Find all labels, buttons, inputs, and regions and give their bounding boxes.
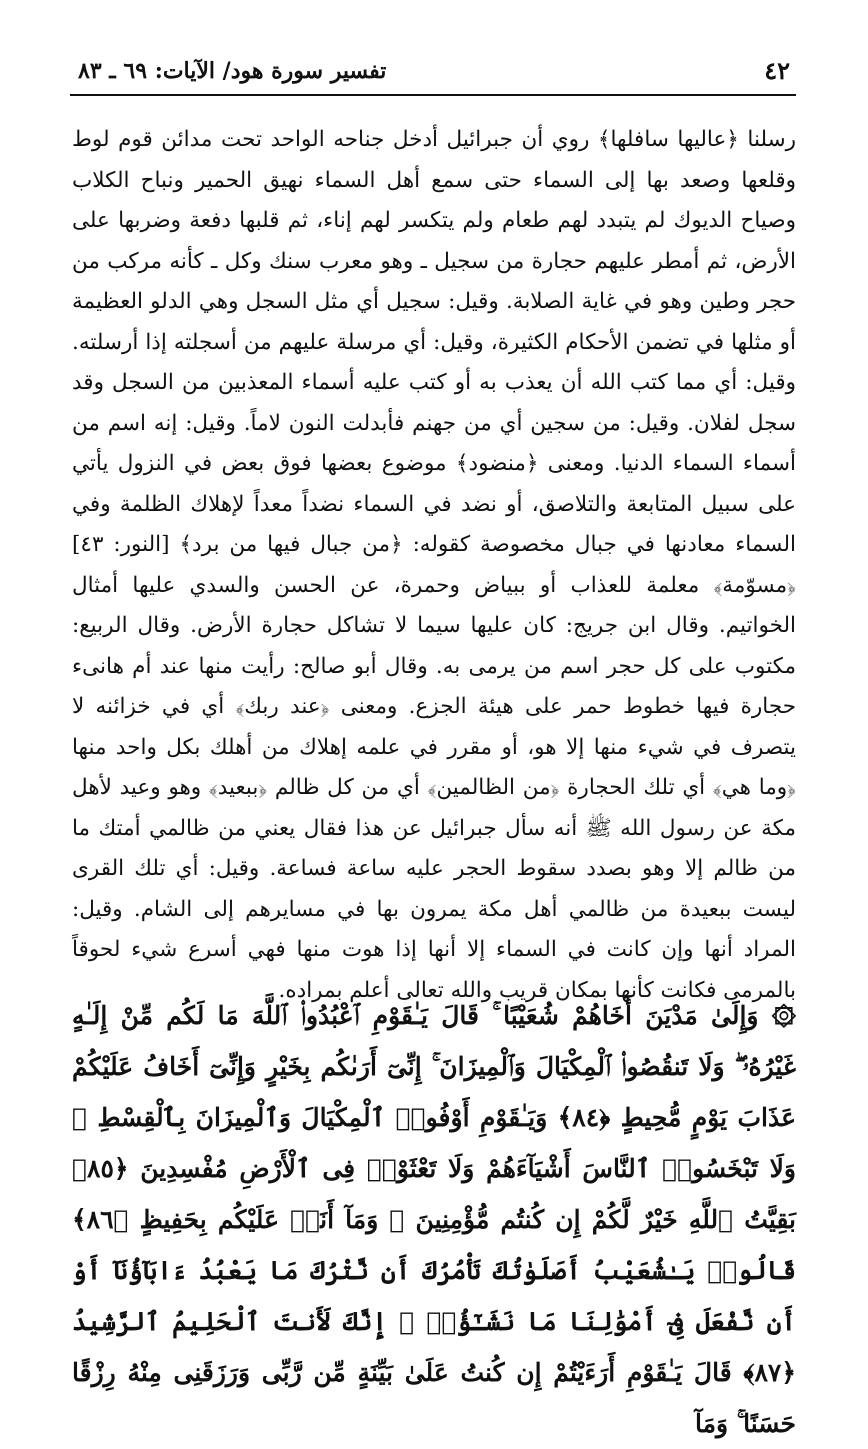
page-header bbox=[70, 54, 796, 96]
commentary-text-block bbox=[72, 120, 796, 1011]
commentary-paragraph: رسلنا ﴿عاليها سافلها﴾ روي أن جبرائيل أدخل جناحه الواحد تحت مدائن قوم لوط وقلعها وصعد بها إلى السماء حتى سمع أهل السماء نهيق الحمير ونباح الكلاب وصياح الديوك لم يتبدد لهم طعام ولم يتكسر لهم إناء، ثم قلبها دفعة وضربها على الأرض، ثم أمطر عليهم حجارة من سجيل ـ وهو معرب سنك وكل ـ كأنه مركب من حجر وطين وهو في غاية الصلابة. وقيل: سجيل أي مثل السجل وهي الدلو العظيمة أو مثلها في تضمن الأحكام الكثيرة، وقيل: أي مرسلة عليهم من أسجلته إذا أرسلته. وقيل: أي مما كتب الله أن يعذب به أو كتب عليه أسماء المعذبين من السجل وقد سجل لفلان. وقيل: من سجين أي من جهنم فأبدلت النون لاماً. وقيل: إنه اسم من أسماء السماء الدنيا. ومعنى ﴿منضود﴾ موضوع بعضها فوق بعض في النزول يأتي على سبيل المتابعة والتلاصق، أو نضد في السماء نضداً معداً لإهلاك الظلمة وفي السماء معادنها في جبال مخصوصة كقوله: ﴿من جبال فيها من برد﴾ [النور: ٤٣] ﴿مسوّمة﴾ معلمة للعذاب أو ببياض وحمرة، عن الحسن والسدي عليها أمثال الخواتيم. وقال ابن جريج: كان عليها سيما لا تشاكل حجارة الأرض. وقال الربيع: مكتوب على كل حجر اسم من يرمى به. وقال أبو صالح: رأيت منها عند أم هانىء حجارة فيها خطوط حمر على هيئة الجزع. ومعنى ﴿عند ربك﴾ أي في خزائنه لا يتصرف في شيء منها إلا هو، أو مقرر في علمه إهلاك من أهلك بكل واحد منها ﴿وما هي﴾ أي تلك الحجارة ﴿من الظالمين﴾ أي من كل ظالم ﴿ببعيد﴾ وهو وعيد لأهل مكة عن رسول الله ﷺ أنه سأل جبرائيل عن هذا فقال يعني من ظالمي أمتك ما من ظالم إلا وهو بصدد سقوط الحجر عليه ساعة فساعة. وقيل: أي تلك القرى ليست ببعيدة من ظالمي أهل مكة يمرون بها في مسايرهم إلى الشام. وقيل: المراد أنها وإن كانت في السماء إلا أنها إذا هوت منها فهي أسرع شيء لحوقاً بالمرمى فكانت كأنها بمكان قريب والله تعالى أعلم بمراده. bbox=[72, 127, 797, 1003]
quran-verses-block bbox=[72, 990, 796, 1449]
page-number: ٤٢ bbox=[764, 56, 790, 85]
quran-verses: ۞ وَإِلَىٰ مَدْيَنَ أَخَاهُمْ شُعَيْبًا ۚ قَالَ يَـٰقَوْمِ ٱعْبُدُوا۟ ٱللَّهَ مَا لَكُم مِّنْ إِلَـٰهٍ غَيْرُهُۥ ۖ وَلَا تَنقُصُوا۟ ٱلْمِكْيَالَ وَٱلْمِيزَانَ ۚ إِنِّىٓ أَرَىٰكُم بِخَيْرٍ وَإِنِّىٓ أَخَافُ عَلَيْكُمْ عَذَابَ يَوْمٍ مُّحِيطٍ ﴿٨٤﴾ وَيَـٰقَوْمِ أَوْفُوا۟ ٱلْمِكْيَالَ وَٱلْمِيزَانَ بِٱلْقِسْطِ ۖ وَلَا تَبْخَسُوا۟ ٱلنَّاسَ أَشْيَآءَهُمْ وَلَا تَعْثَوْا۟ فِى ٱلْأَرْضِ مُفْسِدِينَ ﴿٨٥﴾ بَقِيَّتُ ٱللَّهِ خَيْرٌ لَّكُمْ إِن كُنتُم مُّؤْمِنِينَ ۚ وَمَآ أَنَا۠ عَلَيْكُم بِحَفِيظٍ ﴿٨٦﴾ قَالُوا۟ يَـٰشُعَيْبُ أَصَلَوٰتُكَ تَأْمُرُكَ أَن نَّتْرُكَ مَا يَعْبُدُ ءَابَآؤُنَآ أَوْ أَن نَّفْعَلَ فِىٓ أَمْوَٰلِنَا مَا نَشَـٰٓؤُا۟ ۖ إِنَّكَ لَأَنتَ ٱلْحَلِيمُ ٱلرَّشِيدُ ﴿٨٧﴾ قَالَ يَـٰقَوْمِ أَرَءَيْتُمْ إِن كُنتُ عَلَىٰ بَيِّنَةٍ مِّن رَّبِّى وَرَزَقَنِى مِنْهُ رِزْقًا حَسَنًا ۚ وَمَآ bbox=[72, 1001, 796, 1438]
running-title: تفسير سورة هود/ الآيات: ٦٩ ـ ٨٣ bbox=[78, 58, 387, 84]
